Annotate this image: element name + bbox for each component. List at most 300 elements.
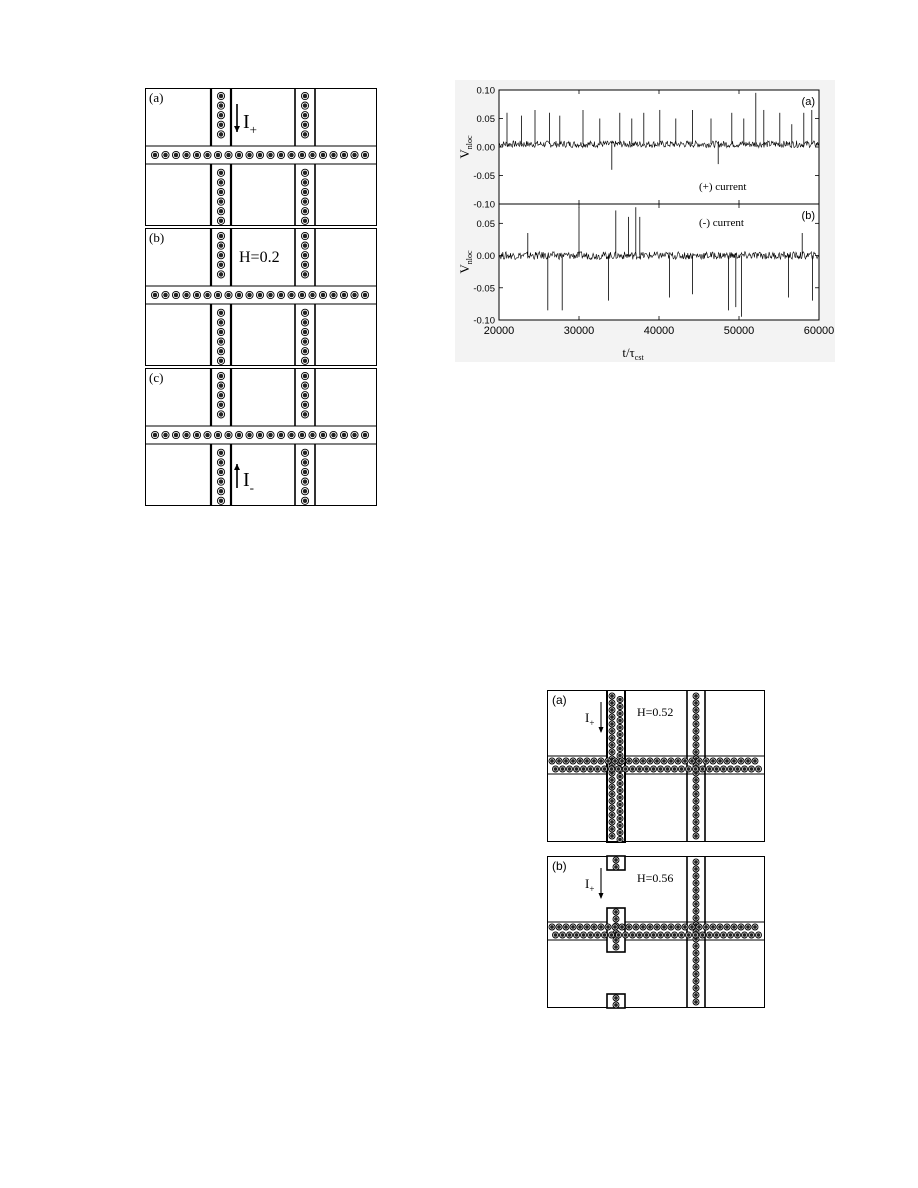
vortex-core: [617, 767, 621, 771]
vortex-core: [219, 311, 223, 315]
vortex-core: [715, 933, 719, 937]
vortex-core: [219, 359, 223, 363]
vortex-core: [701, 767, 705, 771]
vortex-core: [219, 330, 223, 334]
vortex-core: [697, 759, 701, 763]
panel-label: (c): [149, 370, 164, 385]
lattice-panel: [547, 856, 765, 1008]
vortex-core: [310, 293, 314, 297]
vortex-core: [736, 933, 740, 937]
panel-label: (b): [801, 210, 815, 222]
vortex-core: [753, 925, 757, 929]
vortex-core: [219, 199, 223, 203]
vortex-core: [216, 153, 220, 157]
vortex-core: [617, 933, 621, 937]
vortex-core: [634, 759, 638, 763]
vortex-core: [614, 910, 618, 914]
vortex-core: [610, 736, 614, 740]
vortex-core: [610, 799, 614, 803]
vortex-core: [694, 860, 698, 864]
y-tick-label: 0.05: [476, 218, 495, 230]
vortex-core: [363, 433, 367, 437]
vortex-core: [174, 293, 178, 297]
vortex-core: [568, 933, 572, 937]
vortex-core: [303, 374, 307, 378]
vortex-core: [568, 767, 572, 771]
vortex-core: [718, 925, 722, 929]
vortex-core: [690, 925, 694, 929]
x-tick-label: 30000: [563, 325, 595, 337]
vortex-core: [618, 726, 622, 730]
vortex-core: [342, 293, 346, 297]
vortex-core: [247, 153, 251, 157]
vortex-core: [694, 767, 698, 771]
vortex-core: [258, 293, 262, 297]
vortex-core: [618, 719, 622, 723]
vortex-core: [578, 759, 582, 763]
vortex-core: [153, 293, 157, 297]
vortex-core: [205, 293, 209, 297]
vortex-core: [219, 489, 223, 493]
vortex-core: [610, 827, 614, 831]
vortex-core: [690, 759, 694, 763]
vortex-core: [300, 433, 304, 437]
vortex-core: [342, 153, 346, 157]
vortex-core: [226, 293, 230, 297]
vortex-core: [163, 433, 167, 437]
vortex-core: [694, 958, 698, 962]
vortex-core: [694, 820, 698, 824]
panel-label: (a): [801, 96, 815, 108]
field-label: H=0.56: [637, 871, 674, 885]
vortex-core: [614, 865, 618, 869]
right-bottom-figure: [547, 690, 767, 1010]
vortex-core: [363, 293, 367, 297]
vortex-core: [561, 767, 565, 771]
vortex-core: [303, 489, 307, 493]
vortex-core: [219, 460, 223, 464]
vortex-core: [736, 767, 740, 771]
vortex-core: [694, 993, 698, 997]
vortex-core: [618, 698, 622, 702]
vortex-core: [610, 729, 614, 733]
vortex-core: [627, 925, 631, 929]
vortex-core: [701, 933, 705, 937]
vortex-core: [575, 767, 579, 771]
vortex-core: [618, 796, 622, 800]
vortex-core: [303, 412, 307, 416]
vortex-core: [184, 153, 188, 157]
vortex-core: [268, 153, 272, 157]
vortex-core: [592, 759, 596, 763]
vortex-core: [303, 403, 307, 407]
vortex-core: [303, 349, 307, 353]
vortex-core: [303, 451, 307, 455]
vortex-core: [219, 180, 223, 184]
vortex-core: [618, 824, 622, 828]
vortex-core: [174, 153, 178, 157]
vortex-core: [680, 933, 684, 937]
vortex-core: [331, 293, 335, 297]
vortex-core: [610, 813, 614, 817]
vortex-core: [610, 694, 614, 698]
vortex-core: [310, 153, 314, 157]
vortex-core: [352, 433, 356, 437]
vortex-core: [247, 293, 251, 297]
vortex-core: [618, 705, 622, 709]
vortex-core: [585, 759, 589, 763]
vortex-core: [610, 834, 614, 838]
vortex-core: [303, 171, 307, 175]
vortex-core: [219, 103, 223, 107]
vortex-core: [746, 925, 750, 929]
vortex-core: [300, 293, 304, 297]
vortex-core: [226, 433, 230, 437]
vortex-core: [694, 933, 698, 937]
vortex-core: [652, 933, 656, 937]
vortex-core: [303, 243, 307, 247]
vortex-core: [589, 933, 593, 937]
vortex-core: [174, 433, 178, 437]
vortex-core: [638, 767, 642, 771]
vortex-core: [219, 499, 223, 503]
current-label: $I_+$: [585, 710, 595, 728]
vortex-core: [603, 933, 607, 937]
vortex-core: [603, 767, 607, 771]
vortex-core: [219, 383, 223, 387]
vortex-core: [303, 479, 307, 483]
y-tick-label: -0.05: [473, 283, 495, 295]
vortex-core: [303, 311, 307, 315]
panel-label: (a): [552, 693, 567, 707]
vortex-core: [641, 759, 645, 763]
vortex-core: [645, 933, 649, 937]
vortex-core: [237, 153, 241, 157]
vortex-core: [694, 813, 698, 817]
vortex-core: [708, 933, 712, 937]
vortex-core: [219, 374, 223, 378]
vortex-core: [219, 451, 223, 455]
vortex-core: [342, 433, 346, 437]
vortex-core: [219, 94, 223, 98]
vortex-core: [279, 153, 283, 157]
vortex-core: [268, 293, 272, 297]
vortex-core: [614, 938, 618, 942]
y-tick-label: -0.10: [473, 199, 495, 211]
vortex-core: [289, 153, 293, 157]
vortex-core: [219, 253, 223, 257]
vortex-core: [216, 433, 220, 437]
vortex-core: [303, 460, 307, 464]
vortex-core: [303, 113, 307, 117]
vortex-core: [739, 759, 743, 763]
vortex-core: [624, 933, 628, 937]
lattice-panel: [145, 88, 377, 226]
field-label: H=0.2: [239, 249, 280, 266]
vortex-core: [694, 972, 698, 976]
vortex-core: [352, 153, 356, 157]
vortex-core: [596, 933, 600, 937]
vortex-core: [743, 767, 747, 771]
vortex-core: [655, 759, 659, 763]
vortex-core: [711, 759, 715, 763]
vortex-core: [184, 433, 188, 437]
vortex-core: [303, 272, 307, 276]
vortex-core: [624, 767, 628, 771]
vortex-core: [618, 747, 622, 751]
vortex-core: [618, 712, 622, 716]
chart-panel: [457, 204, 819, 327]
vortex-core: [627, 759, 631, 763]
vortex-core: [219, 263, 223, 267]
vortex-core: [321, 153, 325, 157]
vortex-core: [669, 925, 673, 929]
vortex-core: [662, 925, 666, 929]
vortex-core: [610, 722, 614, 726]
vortex-core: [219, 403, 223, 407]
vortex-core: [550, 925, 554, 929]
vortex-core: [219, 272, 223, 276]
current-label: $I_+$: [243, 111, 258, 137]
vortex-core: [575, 933, 579, 937]
vortex-core: [219, 123, 223, 127]
vortex-core: [722, 767, 726, 771]
vortex-core: [554, 767, 558, 771]
vortex-core: [694, 965, 698, 969]
vortex-core: [258, 153, 262, 157]
lattice-panel: [145, 368, 377, 506]
vortex-core: [303, 94, 307, 98]
vortex-core: [618, 838, 622, 842]
vortex-core: [676, 759, 680, 763]
vortex-core: [219, 113, 223, 117]
vortex-core: [219, 412, 223, 416]
vortex-core: [303, 499, 307, 503]
vortex-core: [219, 132, 223, 136]
vortex-core: [610, 743, 614, 747]
vortex-core: [219, 190, 223, 194]
vortex-core: [303, 470, 307, 474]
vortex-core: [683, 759, 687, 763]
vortex-core: [564, 925, 568, 929]
vortex-core: [571, 925, 575, 929]
vortex-core: [739, 925, 743, 929]
vortex-core: [694, 881, 698, 885]
vortex-core: [694, 701, 698, 705]
vortex-core: [687, 767, 691, 771]
vortex-core: [163, 153, 167, 157]
vortex-core: [618, 803, 622, 807]
vortex-core: [732, 925, 736, 929]
vortex-core: [614, 996, 618, 1000]
vortex-core: [195, 153, 199, 157]
vortex-core: [303, 103, 307, 107]
vortex-core: [694, 902, 698, 906]
vortex-core: [618, 789, 622, 793]
vortex-core: [729, 933, 733, 937]
vortex-core: [195, 433, 199, 437]
x-tick-label: 20000: [483, 325, 515, 337]
vortex-core: [753, 759, 757, 763]
vortex-core: [610, 715, 614, 719]
vortex-core: [694, 827, 698, 831]
vortex-core: [303, 190, 307, 194]
current-label: $I_-$: [243, 469, 255, 495]
vortex-core: [697, 925, 701, 929]
vortex-core: [725, 925, 729, 929]
vortex-core: [258, 433, 262, 437]
vortex-core: [303, 219, 307, 223]
vortex-core: [331, 433, 335, 437]
vortex-core: [589, 767, 593, 771]
vortex-core: [303, 393, 307, 397]
vortex-core: [219, 320, 223, 324]
vortex-core: [303, 253, 307, 257]
vortex-core: [237, 433, 241, 437]
vortex-core: [610, 778, 614, 782]
vortex-core: [694, 979, 698, 983]
vortex-core: [614, 858, 618, 862]
vortex-core: [618, 817, 622, 821]
vortex-core: [578, 925, 582, 929]
vortex-core: [743, 933, 747, 937]
vortex-core: [303, 339, 307, 343]
vortex-core: [694, 806, 698, 810]
vortex-core: [303, 234, 307, 238]
vortex-core: [718, 759, 722, 763]
vortex-core: [694, 834, 698, 838]
vortex-core: [610, 806, 614, 810]
vortex-core: [610, 750, 614, 754]
vortex-core: [613, 925, 617, 929]
vortex-core: [303, 320, 307, 324]
y-tick-label: -0.05: [473, 171, 495, 182]
vortex-core: [704, 925, 708, 929]
current-label: $I_+$: [585, 876, 595, 894]
vortex-core: [561, 933, 565, 937]
vortex-core: [683, 925, 687, 929]
vortex-core: [694, 895, 698, 899]
vortex-core: [303, 132, 307, 136]
vortex-core: [729, 767, 733, 771]
vortex-core: [618, 740, 622, 744]
vortex-core: [352, 293, 356, 297]
vortex-core: [694, 867, 698, 871]
vortex-core: [618, 810, 622, 814]
vortex-core: [694, 799, 698, 803]
vortex-core: [666, 933, 670, 937]
vortex-core: [669, 759, 673, 763]
vortex-core: [620, 759, 624, 763]
y-tick-label: 0.05: [476, 114, 495, 125]
vortex-core: [746, 759, 750, 763]
vortex-core: [610, 701, 614, 705]
vortex-core: [659, 767, 663, 771]
lattice-panel: [145, 228, 377, 366]
y-tick-label: 0.10: [476, 85, 495, 97]
vortex-core: [694, 916, 698, 920]
vortex-core: [303, 199, 307, 203]
x-tick-label: 40000: [643, 325, 675, 337]
vortex-core: [226, 153, 230, 157]
x-axis-label: $t/\tau_{cst}$: [622, 345, 644, 362]
vortex-core: [648, 925, 652, 929]
vortex-core: [216, 293, 220, 297]
vortex-core: [331, 153, 335, 157]
vortex-core: [363, 153, 367, 157]
vortex-core: [195, 293, 199, 297]
legend-text: (+) current: [699, 181, 747, 193]
vortex-core: [673, 767, 677, 771]
vortex-core: [610, 785, 614, 789]
vortex-core: [303, 263, 307, 267]
vortex-core: [641, 925, 645, 929]
vortex-core: [708, 767, 712, 771]
vortex-core: [610, 792, 614, 796]
vortex-core: [610, 767, 614, 771]
vortex-core: [571, 759, 575, 763]
vortex-core: [750, 767, 754, 771]
vortex-core: [638, 933, 642, 937]
field-label: H=0.52: [637, 705, 674, 719]
vortex-core: [694, 715, 698, 719]
vortex-core: [722, 933, 726, 937]
vortex-core: [303, 209, 307, 213]
vortex-core: [757, 933, 761, 937]
vortex-core: [694, 986, 698, 990]
panel-label: (a): [149, 90, 164, 105]
vortex-core: [694, 743, 698, 747]
vortex-core: [614, 945, 618, 949]
vortex-core: [184, 293, 188, 297]
vortex-core: [321, 293, 325, 297]
vortex-core: [676, 925, 680, 929]
vortex-core: [153, 153, 157, 157]
voltage-chart: [455, 80, 835, 362]
vortex-core: [300, 153, 304, 157]
vortex-core: [652, 767, 656, 771]
vortex-core: [648, 759, 652, 763]
vortex-core: [289, 433, 293, 437]
lattice-panel: [547, 690, 765, 843]
vortex-core: [694, 708, 698, 712]
vortex-core: [618, 775, 622, 779]
vortex-core: [219, 339, 223, 343]
vortex-core: [219, 393, 223, 397]
vortex-core: [659, 933, 663, 937]
vortex-core: [610, 933, 614, 937]
y-tick-label: 0.00: [476, 142, 495, 154]
vortex-core: [694, 785, 698, 789]
vortex-core: [666, 767, 670, 771]
vortex-core: [219, 479, 223, 483]
vortex-core: [725, 759, 729, 763]
vortex-core: [750, 933, 754, 937]
vortex-core: [694, 722, 698, 726]
vortex-core: [680, 767, 684, 771]
vortex-core: [694, 1000, 698, 1004]
vortex-core: [237, 293, 241, 297]
vortex-core: [550, 759, 554, 763]
vortex-core: [303, 383, 307, 387]
vortex-core: [711, 925, 715, 929]
left-figure: [145, 88, 377, 506]
vortex-core: [662, 759, 666, 763]
x-tick-label: 50000: [723, 325, 755, 337]
vortex-core: [613, 759, 617, 763]
y-tick-label: 0.00: [476, 251, 495, 263]
vortex-core: [163, 293, 167, 297]
